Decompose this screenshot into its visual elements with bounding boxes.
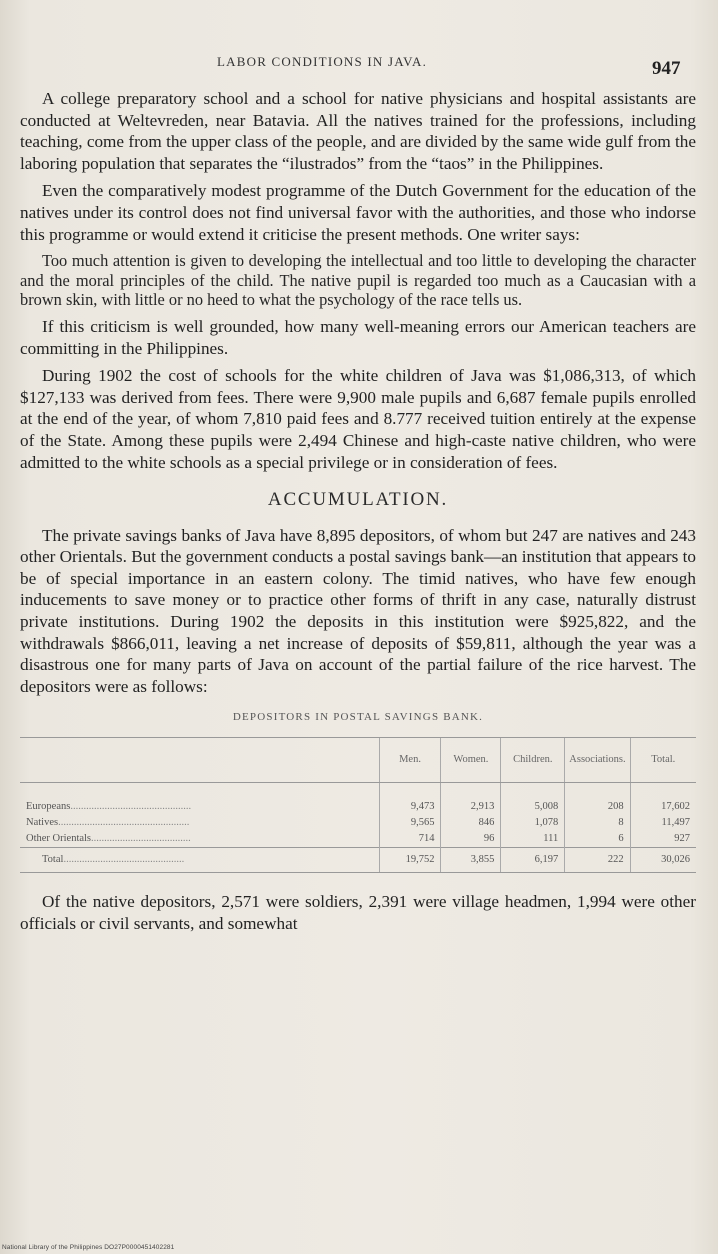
footer-credit: National Library of the Philippines DO27P0000451402281 [2, 1244, 175, 1251]
table-cell: 6,197 [501, 848, 565, 873]
header-cell-men: Men. [379, 738, 441, 783]
depositors-table [20, 737, 696, 873]
table-row [20, 815, 696, 831]
paragraph-accumulation: The private savings banks of Java have 8,895 depositors, of whom but 247 are natives and 243 other Orientals. But the government conducts a postal savings bank—an institution that appears to be of special importance in an eastern colony. The timid natives, who have few enough inducements to save money or to practice other forms of thrift in any case, naturally distrust private institutions. During 1902 the deposits in this institution were $925,822, and the withdrawals $866,011, leaving a net increase of deposits of $59,811, although the year was a disastrous one for many parts of Java on account of the partial failure of the rice harvest. The depositors were as follows: [20, 525, 696, 696]
running-head: LABOR CONDITIONS IN JAVA. [217, 54, 428, 69]
table-cell: 2,913 [441, 783, 501, 816]
header-cell-women: Women. [441, 738, 501, 783]
paragraph-quote: Too much attention is given to developing the intellectual and too little to developing the character and the moral principles of the child. The native pupil is regarded too much as a Caucasian with a brown skin, with little or no heed to what the psychology of the race tells us. [20, 251, 696, 310]
table-cell: 5,008 [501, 783, 565, 816]
section-title: ACCUMULATION. [267, 489, 449, 511]
row-label: Natives.................................................. [26, 817, 190, 829]
row-label: Europeans.............................................. [26, 801, 192, 813]
row-label: Total.............................................. [20, 848, 379, 873]
table-row [20, 783, 696, 816]
table-cell: 111 [501, 831, 565, 848]
table-cell: 17,602 [630, 783, 696, 816]
table-cell: 11,497 [630, 815, 696, 831]
table-cell: 222 [565, 848, 630, 873]
table-cell: 1,078 [501, 815, 565, 831]
table-cell: 6 [565, 831, 630, 848]
row-label: Other Orientals...................................... [26, 833, 191, 845]
table-cell: 714 [379, 831, 441, 848]
table-cell: 846 [441, 815, 501, 831]
paragraph-school-costs: During 1902 the cost of schools for the white children of Java was $1,086,313, of which $127,133 was derived from fees. There were 9,900 male pupils and 6,687 female pupils enrolled at the end of the year, of whom 7,810 paid fees and 8.777 received tuition entirely at the expense of the State. Among these pupils were 2,494 Chinese and high-caste native children, who were admitted to the white schools as a special privilege or in consideration of fees. [20, 366, 696, 472]
paragraph-criticism: If this criticism is well grounded, how many well-meaning errors our American teachers are committing in the Philippines. [20, 316, 696, 358]
table-total-row [20, 848, 696, 873]
page-number: 947 [652, 58, 681, 79]
page-header [0, 48, 718, 80]
header-cell-children: Children. [501, 738, 565, 783]
table-cell: 96 [441, 831, 501, 848]
table-cell: 8 [565, 815, 630, 831]
table-cell: 9,473 [379, 783, 441, 816]
paragraph-native-depositors: Of the native depositors, 2,571 were soldiers, 2,391 were village headmen, 1,994 were other officials or civil servants, and somewhat [20, 892, 696, 933]
paragraph-programme: Even the comparatively modest programme of the Dutch Government for the education of the natives under its control does not find universal favor with the authorities, and those who indorse this programme or would extend it criticise the present methods. One writer says: [20, 181, 696, 244]
header-cell-associations: Associations. [565, 738, 630, 783]
header-cell-total: Total. [630, 738, 696, 783]
table-cell: 30,026 [630, 848, 696, 873]
table-cell: 3,855 [441, 848, 501, 873]
paragraph-schools: A college preparatory school and a school for native physicians and hospital assistants are conducted at Weltevreden, near Batavia. All the natives trained for the professions, including teaching, come from the upper class of the people, and are divided by the same wide gulf from the laboring population that separates the “ilustrados” from the “taos” in the Philippines. [20, 89, 696, 173]
table-cell: 19,752 [379, 848, 441, 873]
table-cell: 9,565 [379, 815, 441, 831]
table-cell: 208 [565, 783, 630, 816]
table-row [20, 831, 696, 848]
table-title: DEPOSITORS IN POSTAL SAVINGS BANK. [232, 711, 484, 724]
table-cell: 927 [630, 831, 696, 848]
table-header-row [20, 738, 696, 783]
header-cell [20, 738, 379, 783]
article-body [20, 88, 696, 940]
